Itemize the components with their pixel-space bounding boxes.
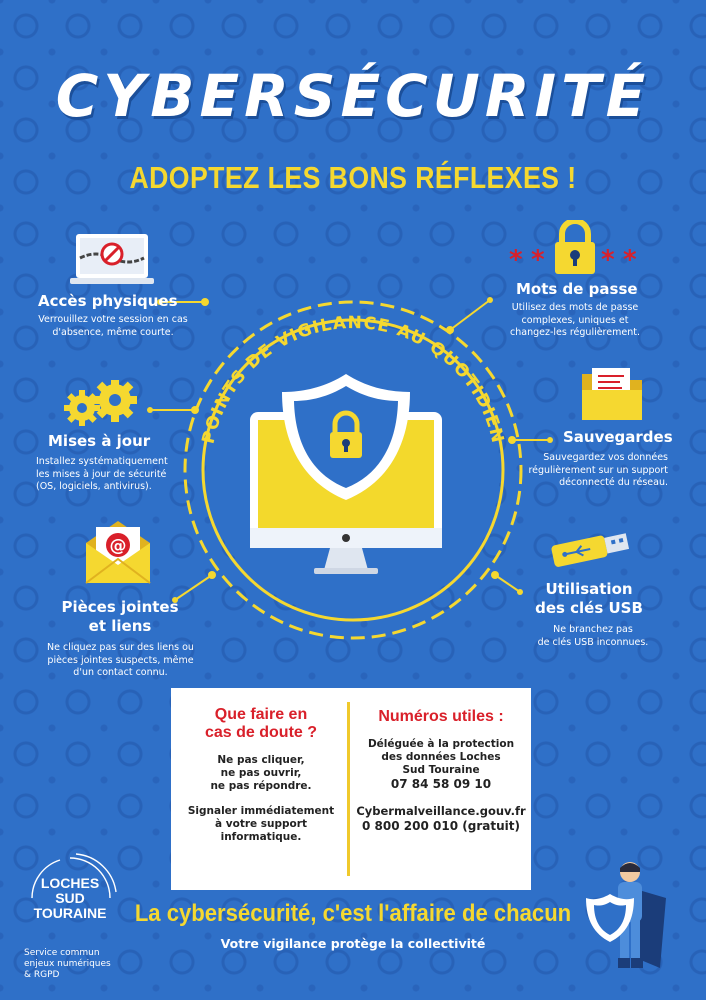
- useful-numbers-title: Numéros utiles :: [378, 708, 504, 725]
- svg-text:@: @: [109, 536, 127, 556]
- tip-desc-acces-physiques: Verrouillez votre session en cas d'absence, même courte.: [38, 314, 188, 338]
- email-envelope-icon: [82, 515, 154, 587]
- usb-key-icon: [548, 528, 632, 568]
- doubt-column: [181, 706, 341, 844]
- tip-title-pieces-jointes: Pièces jointes et liens: [61, 598, 179, 635]
- tip-title-mots-de-passe: Mots de passe: [516, 280, 638, 298]
- tip-desc-mises-a-jour: Installez systématiquement les mises à jour de sécurité (OS, logiciels, antivirus).: [36, 456, 168, 492]
- cybermalveillance-phone[interactable]: 0 800 200 010 (gratuit): [362, 819, 520, 833]
- cybermalveillance-website[interactable]: Cybermalveillance.gouv.fr: [356, 804, 526, 818]
- footer-title: La cybersécurité, c'est l'affaire de chacun: [134, 900, 572, 927]
- footer-subtitle: Votre vigilance protège la collectivité: [220, 936, 486, 951]
- doubt-report: Signaler immédiatement à votre support informatique.: [187, 805, 335, 843]
- svg-text:*: *: [531, 245, 545, 275]
- poster-title: CYBERSÉCURITÉ: [55, 62, 651, 130]
- tip-desc-mots-de-passe: Utilisez des mots de passe complexes, uniques et changez-les régulièrement.: [510, 302, 640, 338]
- locked-laptop-icon: [70, 232, 154, 288]
- cybermalveillance-contact: [355, 804, 527, 834]
- ring-text: POINTS DE VIGILANCE AU QUOTIDIEN: [198, 312, 508, 446]
- folder-icon: [580, 364, 644, 422]
- dpo-contact: Déléguée à la protection des données Loches Sud Touraine 07 84 58 09 10: [355, 738, 527, 792]
- gears-icon: [60, 380, 140, 430]
- tip-title-cles-usb: Utilisation des clés USB: [535, 580, 643, 617]
- tip-desc-cles-usb: Ne branchez pas de clés USB inconnues.: [537, 624, 649, 648]
- logo-text: LOCHES SUD TOURAINE: [33, 875, 107, 921]
- tip-title-mises-a-jour: Mises à jour: [48, 432, 151, 450]
- doubt-advice: Ne pas cliquer, ne pas ouvrir, ne pas répondre.: [210, 754, 312, 792]
- svg-text:*: *: [509, 245, 523, 275]
- doubt-info-box: [171, 688, 531, 890]
- tip-title-sauvegardes: Sauvegardes: [563, 428, 673, 446]
- monitor-shield-icon: [250, 372, 450, 582]
- doubt-title: Que faire en cas de doute ?: [204, 706, 318, 741]
- tip-desc-sauvegardes: Sauvegardez vos données régulièrement sur un support déconnecté du réseau.: [528, 452, 668, 488]
- useful-numbers-column: [355, 708, 527, 834]
- svg-text:*: *: [623, 245, 637, 275]
- padlock-password-icon: [505, 220, 645, 276]
- tip-desc-pieces-jointes: Ne cliquez pas sur des liens ou pièces jointes suspects, même d'un contact connu.: [47, 642, 194, 678]
- tip-title-acces-physiques: Accès physiques: [38, 292, 178, 310]
- box-divider: [347, 702, 350, 876]
- poster-subtitle: ADOPTEZ LES BONS RÉFLEXES !: [129, 160, 577, 195]
- svg-text:*: *: [601, 245, 615, 275]
- service-label: Service commun enjeux numériques & RGPD: [24, 948, 111, 980]
- dpo-phone[interactable]: 07 84 58 09 10: [390, 777, 492, 791]
